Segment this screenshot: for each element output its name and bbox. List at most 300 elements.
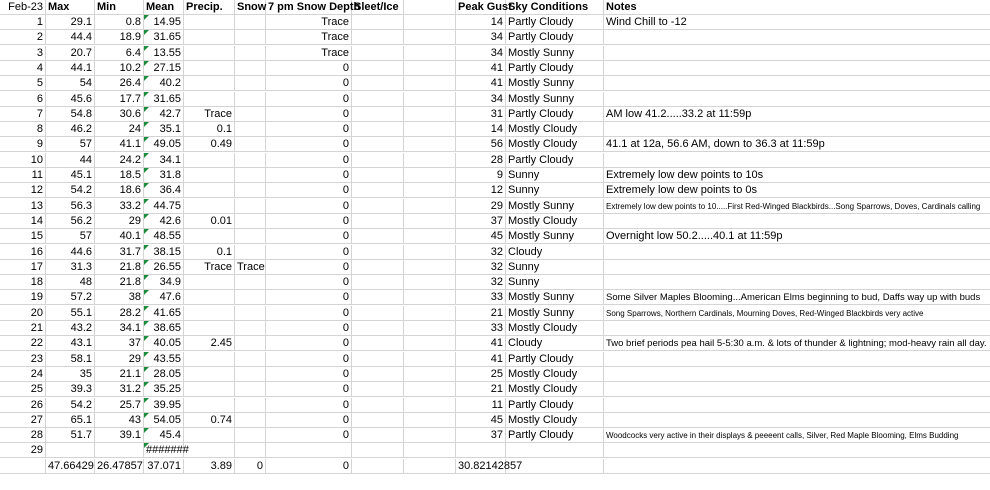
cell-mean[interactable]: 35.25 [144, 382, 184, 397]
cell-blank[interactable] [404, 260, 456, 275]
cell-max[interactable]: 29.1 [46, 15, 95, 30]
cell-mean[interactable]: 47.6 [144, 290, 184, 305]
cell-mean[interactable]: 44.75 [144, 199, 184, 214]
cell-mean[interactable]: 40.2 [144, 76, 184, 91]
cell-sky[interactable]: Mostly Cloudy [506, 214, 604, 229]
cell-notes[interactable] [604, 443, 990, 458]
cell-mean[interactable]: 31.65 [144, 92, 184, 107]
cell-sleet-ice[interactable] [352, 229, 404, 244]
cell-snow[interactable] [235, 245, 266, 260]
cell-sky[interactable]: Partly Cloudy [506, 61, 604, 76]
cell-min[interactable]: 40.1 [95, 229, 144, 244]
cell-day[interactable]: 19 [0, 290, 46, 305]
cell-day[interactable]: 11 [0, 168, 46, 183]
cell-blank[interactable] [404, 92, 456, 107]
cell-precip[interactable] [184, 229, 235, 244]
cell-blank[interactable] [404, 107, 456, 122]
cell-day[interactable]: 5 [0, 76, 46, 91]
cell-notes[interactable] [604, 413, 990, 428]
cell-snow-depth[interactable]: 0 [266, 199, 352, 214]
cell-day[interactable]: 8 [0, 122, 46, 137]
cell-blank[interactable] [404, 290, 456, 305]
cell-notes[interactable] [604, 321, 990, 336]
cell-day[interactable]: 9 [0, 137, 46, 152]
cell-max[interactable]: 39.3 [46, 382, 95, 397]
cell-sleet-ice[interactable] [352, 153, 404, 168]
cell-max[interactable]: 54.2 [46, 398, 95, 413]
cell-day[interactable]: 21 [0, 321, 46, 336]
cell-sky[interactable]: Partly Cloudy [506, 30, 604, 45]
cell-max[interactable]: 48 [46, 275, 95, 290]
cell-mean[interactable]: 42.6 [144, 214, 184, 229]
cell-precip[interactable] [184, 321, 235, 336]
cell-peak-gust[interactable]: 14 [456, 122, 506, 137]
cell-max[interactable]: 45.6 [46, 92, 95, 107]
cell-precip[interactable] [184, 76, 235, 91]
cell-day[interactable]: 4 [0, 61, 46, 76]
cell-notes[interactable]: AM low 41.2.....33.2 at 11:59p [604, 107, 990, 122]
cell-day[interactable]: 26 [0, 398, 46, 413]
cell-sleet-ice[interactable] [352, 76, 404, 91]
cell-peak-gust[interactable]: 32 [456, 245, 506, 260]
cell-day[interactable]: 2 [0, 30, 46, 45]
cell-snow-depth[interactable]: Trace [266, 46, 352, 61]
cell-sleet-ice[interactable] [352, 214, 404, 229]
cell-notes[interactable]: Some Silver Maples Blooming...American Elms beginning to bud, Daffs way up with buds [604, 290, 990, 305]
cell-notes[interactable]: Extremely low dew points to 10s [604, 168, 990, 183]
cell-min[interactable]: 25.7 [95, 398, 144, 413]
cell-blank[interactable] [404, 275, 456, 290]
cell-notes[interactable] [604, 459, 990, 474]
cell-mean[interactable]: ####### [146, 444, 189, 457]
cell-snow[interactable] [235, 367, 266, 382]
cell-sky[interactable]: Sunny [506, 260, 604, 275]
cell-blank[interactable] [404, 61, 456, 76]
header-mean[interactable]: Mean [144, 0, 184, 15]
cell-mean[interactable]: 37.071 [144, 459, 184, 474]
cell-mean[interactable]: 42.7 [144, 107, 184, 122]
cell-min[interactable]: 26.4 [95, 76, 144, 91]
cell-sleet-ice[interactable] [352, 107, 404, 122]
cell-min[interactable]: 41.1 [95, 137, 144, 152]
cell-peak-gust[interactable]: 45 [456, 229, 506, 244]
cell-day[interactable]: 7 [0, 107, 46, 122]
cell-blank[interactable] [404, 229, 456, 244]
cell-precip[interactable]: 0.01 [184, 214, 235, 229]
cell-notes[interactable] [604, 367, 990, 382]
cell-snow[interactable] [235, 168, 266, 183]
cell-min[interactable]: 39.1 [95, 428, 144, 443]
cell-snow[interactable] [235, 275, 266, 290]
cell-day[interactable]: 1 [0, 15, 46, 30]
cell-sky[interactable] [506, 443, 604, 458]
cell-min[interactable]: 26.47857 [97, 459, 143, 472]
cell-blank[interactable] [404, 214, 456, 229]
cell-peak-gust[interactable]: 30.82142857 [458, 459, 523, 472]
cell-blank[interactable] [404, 46, 456, 61]
cell-max[interactable]: 45.1 [46, 168, 95, 183]
cell-notes[interactable] [604, 398, 990, 413]
cell-blank[interactable] [404, 428, 456, 443]
cell-snow[interactable] [235, 61, 266, 76]
cell-day[interactable]: 10 [0, 153, 46, 168]
cell-sleet-ice[interactable] [352, 92, 404, 107]
cell-sleet-ice[interactable] [352, 290, 404, 305]
cell-mean[interactable]: 40.05 [144, 336, 184, 351]
cell-max[interactable]: 31.3 [46, 260, 95, 275]
cell-peak-gust[interactable]: 28 [456, 153, 506, 168]
cell-blank[interactable] [404, 413, 456, 428]
cell-precip[interactable]: 0.1 [184, 122, 235, 137]
cell-mean[interactable]: 34.9 [144, 275, 184, 290]
cell-day[interactable] [0, 459, 46, 474]
cell-notes[interactable] [604, 214, 990, 229]
cell-sleet-ice[interactable] [352, 275, 404, 290]
cell-min[interactable]: 37 [95, 336, 144, 351]
cell-precip[interactable] [184, 352, 235, 367]
cell-precip[interactable] [184, 199, 235, 214]
cell-notes[interactable] [604, 30, 990, 45]
cell-max[interactable]: 54 [46, 76, 95, 91]
cell-sky[interactable]: Mostly Sunny [506, 199, 604, 214]
cell-peak-gust[interactable]: 29 [456, 199, 506, 214]
cell-precip[interactable] [184, 367, 235, 382]
cell-max[interactable]: 54.2 [46, 183, 95, 198]
cell-snow-depth[interactable]: 0 [266, 61, 352, 76]
cell-day[interactable]: 3 [0, 46, 46, 61]
cell-snow-depth[interactable]: 0 [266, 137, 352, 152]
cell-min[interactable]: 10.2 [95, 61, 144, 76]
cell-snow-depth[interactable]: 0 [266, 168, 352, 183]
cell-sleet-ice[interactable] [352, 398, 404, 413]
cell-snow-depth[interactable]: 0 [266, 153, 352, 168]
header-snow-depth[interactable]: 7 pm Snow Depth [268, 1, 361, 13]
cell-peak-gust[interactable]: 9 [456, 168, 506, 183]
cell-sleet-ice[interactable] [352, 260, 404, 275]
cell-snow[interactable] [235, 199, 266, 214]
cell-max[interactable]: 44.6 [46, 245, 95, 260]
cell-snow-depth[interactable]: 0 [266, 245, 352, 260]
cell-mean[interactable]: 28.05 [144, 367, 184, 382]
cell-snow[interactable] [235, 336, 266, 351]
cell-mean[interactable]: 34.1 [144, 153, 184, 168]
cell-sky[interactable]: Partly Cloudy [506, 428, 604, 443]
cell-blank[interactable] [404, 199, 456, 214]
cell-mean[interactable]: 39.95 [144, 398, 184, 413]
cell-max[interactable]: 46.2 [46, 122, 95, 137]
cell-sky[interactable]: Mostly Cloudy [506, 122, 604, 137]
cell-sky[interactable]: Mostly Sunny [506, 229, 604, 244]
cell-sky[interactable]: Partly Cloudy [506, 107, 604, 122]
cell-sleet-ice[interactable] [352, 183, 404, 198]
cell-max[interactable]: 55.1 [46, 306, 95, 321]
cell-sky[interactable]: Sunny [506, 275, 604, 290]
cell-notes[interactable]: Woodcocks very active in their displays & peeeent calls, Silver, Red Maple Blooming, Elms Budding [604, 428, 990, 443]
cell-day[interactable]: 16 [0, 245, 46, 260]
cell-max[interactable]: 43.2 [46, 321, 95, 336]
cell-min[interactable]: 17.7 [95, 92, 144, 107]
cell-min[interactable]: 33.2 [95, 199, 144, 214]
cell-min[interactable]: 29 [95, 214, 144, 229]
header-max[interactable]: Max [46, 0, 95, 15]
cell-peak-gust[interactable]: 21 [456, 382, 506, 397]
cell-snow-depth[interactable]: 0 [266, 367, 352, 382]
cell-day[interactable]: 14 [0, 214, 46, 229]
cell-sky[interactable]: Partly Cloudy [506, 15, 604, 30]
cell-sky[interactable]: Mostly Cloudy [506, 382, 604, 397]
header-snow[interactable]: Snow [237, 1, 267, 13]
cell-min[interactable]: 21.1 [95, 367, 144, 382]
cell-snow[interactable] [235, 443, 266, 458]
cell-mean[interactable]: 54.05 [144, 413, 184, 428]
cell-day[interactable]: 24 [0, 367, 46, 382]
cell-precip[interactable] [184, 306, 235, 321]
cell-min[interactable]: 18.6 [95, 183, 144, 198]
cell-day[interactable]: 27 [0, 413, 46, 428]
cell-day[interactable]: 12 [0, 183, 46, 198]
cell-sleet-ice[interactable] [352, 137, 404, 152]
cell-mean[interactable]: 36.4 [144, 183, 184, 198]
cell-sleet-ice[interactable] [352, 459, 404, 474]
cell-precip[interactable] [184, 428, 235, 443]
cell-sleet-ice[interactable] [352, 428, 404, 443]
cell-max[interactable]: 44.1 [46, 61, 95, 76]
cell-peak-gust[interactable]: 33 [456, 290, 506, 305]
cell-snow[interactable] [235, 15, 266, 30]
cell-min[interactable]: 21.8 [95, 275, 144, 290]
cell-sky[interactable]: Partly Cloudy [506, 153, 604, 168]
cell-notes[interactable]: Song Sparrows, Northern Cardinals, Mourning Doves, Red-Winged Blackbirds very active [604, 306, 990, 321]
cell-max[interactable]: 56.3 [46, 199, 95, 214]
cell-max[interactable]: 57.2 [46, 290, 95, 305]
cell-mean[interactable]: 45.4 [144, 428, 184, 443]
header-precip[interactable]: Precip. [184, 0, 235, 15]
cell-precip[interactable] [184, 61, 235, 76]
cell-notes[interactable] [604, 92, 990, 107]
cell-mean[interactable]: 31.65 [144, 30, 184, 45]
cell-sleet-ice[interactable] [352, 352, 404, 367]
cell-mean[interactable]: 38.65 [144, 321, 184, 336]
cell-max[interactable]: 20.7 [46, 46, 95, 61]
cell-max[interactable]: 43.1 [46, 336, 95, 351]
cell-notes[interactable] [604, 76, 990, 91]
cell-sky[interactable]: Mostly Sunny [506, 306, 604, 321]
cell-snow-depth[interactable]: 0 [266, 413, 352, 428]
cell-min[interactable]: 18.9 [95, 30, 144, 45]
cell-peak-gust[interactable] [456, 443, 506, 458]
header-min[interactable]: Min [95, 0, 144, 15]
cell-precip[interactable]: 2.45 [184, 336, 235, 351]
cell-sleet-ice[interactable] [352, 382, 404, 397]
cell-notes[interactable]: 41.1 at 12a, 56.6 AM, down to 36.3 at 11:59p [604, 137, 990, 152]
cell-sky[interactable]: Cloudy [506, 336, 604, 351]
cell-blank[interactable] [404, 306, 456, 321]
header-notes[interactable]: Notes [604, 0, 990, 15]
cell-peak-gust[interactable]: 33 [456, 321, 506, 336]
cell-max[interactable]: 47.66429 [48, 459, 94, 472]
cell-snow-depth[interactable]: 0 [266, 92, 352, 107]
cell-notes[interactable]: Overnight low 50.2.....40.1 at 11:59p [604, 229, 990, 244]
cell-notes[interactable] [604, 275, 990, 290]
cell-mean[interactable]: 41.65 [144, 306, 184, 321]
cell-blank[interactable] [404, 153, 456, 168]
cell-sky[interactable]: Mostly Cloudy [506, 413, 604, 428]
cell-blank[interactable] [404, 352, 456, 367]
cell-precip[interactable] [184, 443, 235, 458]
cell-sky[interactable]: Partly Cloudy [506, 352, 604, 367]
cell-mean[interactable]: 38.15 [144, 245, 184, 260]
cell-sky[interactable] [506, 459, 604, 474]
cell-blank[interactable] [404, 30, 456, 45]
cell-precip[interactable] [184, 382, 235, 397]
cell-peak-gust[interactable]: 34 [456, 30, 506, 45]
cell-min[interactable]: 31.7 [95, 245, 144, 260]
cell-snow[interactable] [235, 214, 266, 229]
cell-mean[interactable]: 13.55 [144, 46, 184, 61]
cell-sleet-ice[interactable] [352, 321, 404, 336]
cell-mean[interactable]: 48.55 [144, 229, 184, 244]
cell-sky[interactable]: Mostly Sunny [506, 46, 604, 61]
header-month[interactable]: Feb-23 [0, 0, 46, 15]
cell-sleet-ice[interactable] [352, 122, 404, 137]
cell-snow-depth[interactable]: 0 [266, 290, 352, 305]
cell-sky[interactable]: Mostly Cloudy [506, 367, 604, 382]
cell-snow[interactable] [235, 398, 266, 413]
cell-snow-depth[interactable]: 0 [266, 321, 352, 336]
cell-sky[interactable]: Mostly Sunny [506, 76, 604, 91]
cell-max[interactable]: 56.2 [46, 214, 95, 229]
cell-day[interactable]: 17 [0, 260, 46, 275]
cell-max[interactable]: 58.1 [46, 352, 95, 367]
cell-min[interactable]: 30.6 [95, 107, 144, 122]
cell-blank[interactable] [404, 15, 456, 30]
cell-blank[interactable] [404, 137, 456, 152]
cell-max[interactable]: 65.1 [46, 413, 95, 428]
cell-blank[interactable] [404, 336, 456, 351]
cell-peak-gust[interactable]: 41 [456, 61, 506, 76]
cell-max[interactable] [46, 443, 95, 458]
cell-precip[interactable] [184, 183, 235, 198]
cell-blank[interactable] [404, 245, 456, 260]
cell-mean[interactable]: 49.05 [144, 137, 184, 152]
cell-blank[interactable] [404, 459, 456, 474]
cell-sleet-ice[interactable] [352, 245, 404, 260]
cell-peak-gust[interactable]: 12 [456, 183, 506, 198]
cell-max[interactable]: 51.7 [46, 428, 95, 443]
cell-min[interactable]: 34.1 [95, 321, 144, 336]
cell-snow[interactable] [235, 76, 266, 91]
cell-mean[interactable]: 14.95 [144, 15, 184, 30]
cell-day[interactable]: 18 [0, 275, 46, 290]
cell-sky[interactable]: Sunny [506, 183, 604, 198]
cell-snow-depth[interactable]: 0 [266, 122, 352, 137]
cell-snow-depth[interactable]: 0 [266, 214, 352, 229]
cell-day[interactable]: 29 [0, 443, 46, 458]
cell-snow[interactable]: 0 [235, 459, 266, 474]
cell-snow-depth[interactable]: 0 [266, 428, 352, 443]
cell-min[interactable] [95, 443, 144, 458]
cell-snow-depth[interactable]: 0 [266, 229, 352, 244]
cell-day[interactable]: 23 [0, 352, 46, 367]
header-sky-conditions[interactable]: Sky Conditions [506, 0, 604, 15]
cell-notes[interactable]: Extremely low dew points to 0s [604, 183, 990, 198]
cell-peak-gust[interactable]: 37 [456, 428, 506, 443]
cell-peak-gust[interactable]: 56 [456, 137, 506, 152]
cell-precip[interactable] [184, 290, 235, 305]
cell-snow-depth[interactable]: 0 [266, 275, 352, 290]
cell-day[interactable]: 28 [0, 428, 46, 443]
cell-min[interactable]: 18.5 [95, 168, 144, 183]
cell-snow-depth[interactable]: 0 [266, 352, 352, 367]
cell-snow[interactable] [235, 92, 266, 107]
cell-min[interactable]: 31.2 [95, 382, 144, 397]
cell-max[interactable]: 44 [46, 153, 95, 168]
cell-min[interactable]: 24.2 [95, 153, 144, 168]
cell-precip[interactable]: 3.89 [184, 459, 235, 474]
cell-snow-depth[interactable]: Trace [266, 30, 352, 45]
cell-mean[interactable]: 31.8 [144, 168, 184, 183]
cell-min[interactable]: 29 [95, 352, 144, 367]
cell-mean[interactable]: 35.1 [144, 122, 184, 137]
cell-notes[interactable] [604, 122, 990, 137]
cell-max[interactable]: 57 [46, 137, 95, 152]
cell-peak-gust[interactable]: 41 [456, 352, 506, 367]
cell-snow[interactable] [235, 382, 266, 397]
cell-blank[interactable] [404, 321, 456, 336]
cell-min[interactable]: 0.8 [95, 15, 144, 30]
cell-notes[interactable]: Extremely low dew points to 10.....First Red-Winged Blackbirds...Song Sparrows, Doves, Cardinals calling [604, 199, 990, 214]
cell-max[interactable]: 44.4 [46, 30, 95, 45]
cell-mean[interactable]: 26.55 [144, 260, 184, 275]
cell-precip[interactable] [184, 92, 235, 107]
cell-snow[interactable] [235, 107, 266, 122]
cell-day[interactable]: 22 [0, 336, 46, 351]
header-peak-gust[interactable]: Peak Gust [458, 1, 512, 13]
cell-blank[interactable] [404, 168, 456, 183]
cell-sky[interactable]: Mostly Sunny [506, 290, 604, 305]
cell-blank[interactable] [404, 382, 456, 397]
cell-snow-depth[interactable]: 0 [266, 76, 352, 91]
cell-peak-gust[interactable]: 31 [456, 107, 506, 122]
cell-sky[interactable]: Mostly Cloudy [506, 321, 604, 336]
cell-snow[interactable] [235, 321, 266, 336]
cell-day[interactable]: 25 [0, 382, 46, 397]
cell-sleet-ice[interactable] [352, 443, 404, 458]
cell-snow[interactable] [235, 290, 266, 305]
cell-peak-gust[interactable]: 25 [456, 367, 506, 382]
cell-precip[interactable] [184, 398, 235, 413]
cell-notes[interactable]: Two brief periods pea hail 5-5:30 a.m. & lots of thunder & lightning; mod-heavy rain all day. [604, 336, 990, 351]
cell-min[interactable]: 43 [95, 413, 144, 428]
cell-sleet-ice[interactable] [352, 30, 404, 45]
cell-blank[interactable] [404, 398, 456, 413]
cell-snow[interactable]: Trace [237, 260, 265, 273]
cell-max[interactable]: 35 [46, 367, 95, 382]
cell-snow[interactable] [235, 153, 266, 168]
cell-peak-gust[interactable]: 32 [456, 275, 506, 290]
cell-snow[interactable] [235, 46, 266, 61]
cell-blank[interactable] [404, 367, 456, 382]
cell-mean[interactable]: 27.15 [144, 61, 184, 76]
cell-sleet-ice[interactable] [352, 336, 404, 351]
cell-snow[interactable] [235, 122, 266, 137]
cell-precip[interactable]: 0.1 [184, 245, 235, 260]
cell-precip[interactable] [184, 168, 235, 183]
cell-snow[interactable] [235, 413, 266, 428]
cell-sleet-ice[interactable] [352, 15, 404, 30]
cell-mean[interactable]: 43.55 [144, 352, 184, 367]
cell-snow-depth[interactable]: 0 [266, 336, 352, 351]
